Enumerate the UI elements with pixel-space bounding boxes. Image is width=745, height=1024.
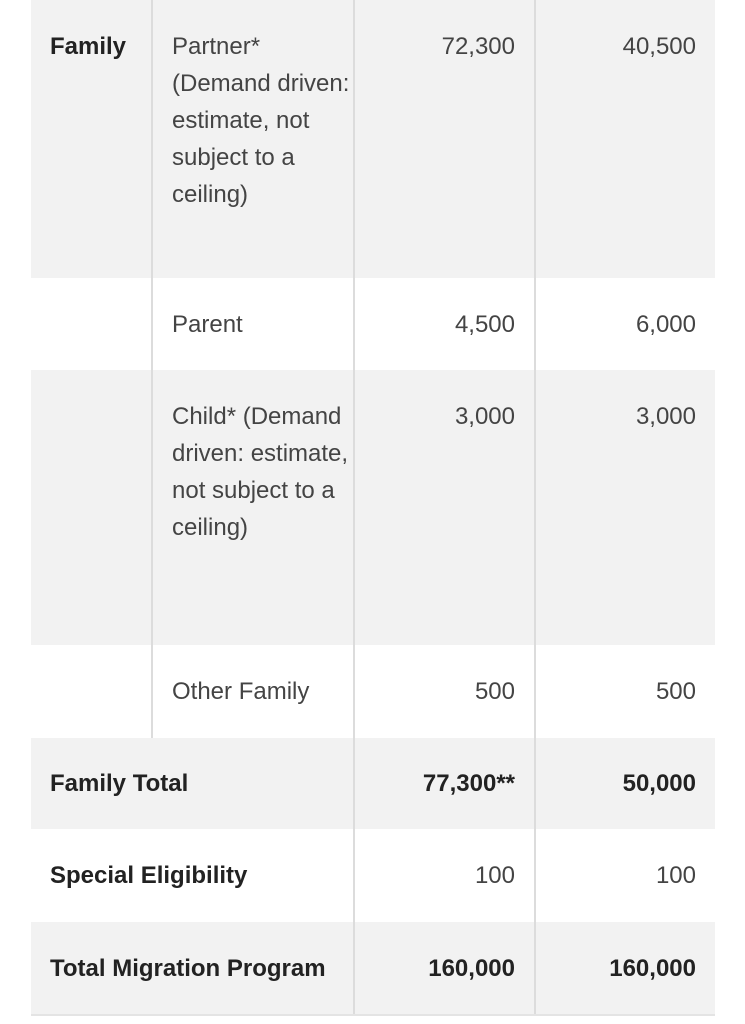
table-row-partner (31, 0, 715, 278)
value-cell-1: 77,300** (354, 738, 535, 829)
stream-cell: Child* (Demand driven: estimate, not subject to a ceiling) (152, 370, 354, 645)
value-cell-2: 3,000 (535, 370, 715, 645)
category-cell (31, 370, 152, 645)
value-cell-2: 40,500 (535, 0, 715, 278)
value-cell-1: 100 (354, 829, 535, 922)
table-row-other-family (31, 645, 715, 738)
stream-cell: Other Family (152, 645, 354, 738)
value-cell-2: 500 (535, 645, 715, 738)
table-row-child (31, 370, 715, 645)
category-cell: Special Eligibility (31, 829, 354, 922)
category-cell: Family Total (31, 738, 354, 829)
value-cell-1: 500 (354, 645, 535, 738)
value-cell-2: 100 (535, 829, 715, 922)
value-cell-2: 50,000 (535, 738, 715, 829)
stream-cell: Partner* (Demand driven: estimate, not subject to a ceiling) (152, 0, 354, 278)
value-cell-2: 6,000 (535, 278, 715, 370)
planning-levels-table (31, 0, 715, 1016)
table-row-family-total (31, 738, 715, 829)
stream-cell: Parent (152, 278, 354, 370)
category-cell (31, 278, 152, 370)
table-row-special-eligibility (31, 829, 715, 922)
table-row-total-migration-program (31, 922, 715, 1015)
value-cell-1: 72,300 (354, 0, 535, 278)
value-cell-1: 3,000 (354, 370, 535, 645)
value-cell-1: 160,000 (354, 922, 535, 1015)
migration-program-table (31, 0, 715, 1016)
table-row-parent (31, 278, 715, 370)
category-cell: Family (31, 0, 152, 278)
category-cell: Total Migration Program (31, 922, 354, 1015)
category-cell (31, 645, 152, 738)
value-cell-1: 4,500 (354, 278, 535, 370)
value-cell-2: 160,000 (535, 922, 715, 1015)
